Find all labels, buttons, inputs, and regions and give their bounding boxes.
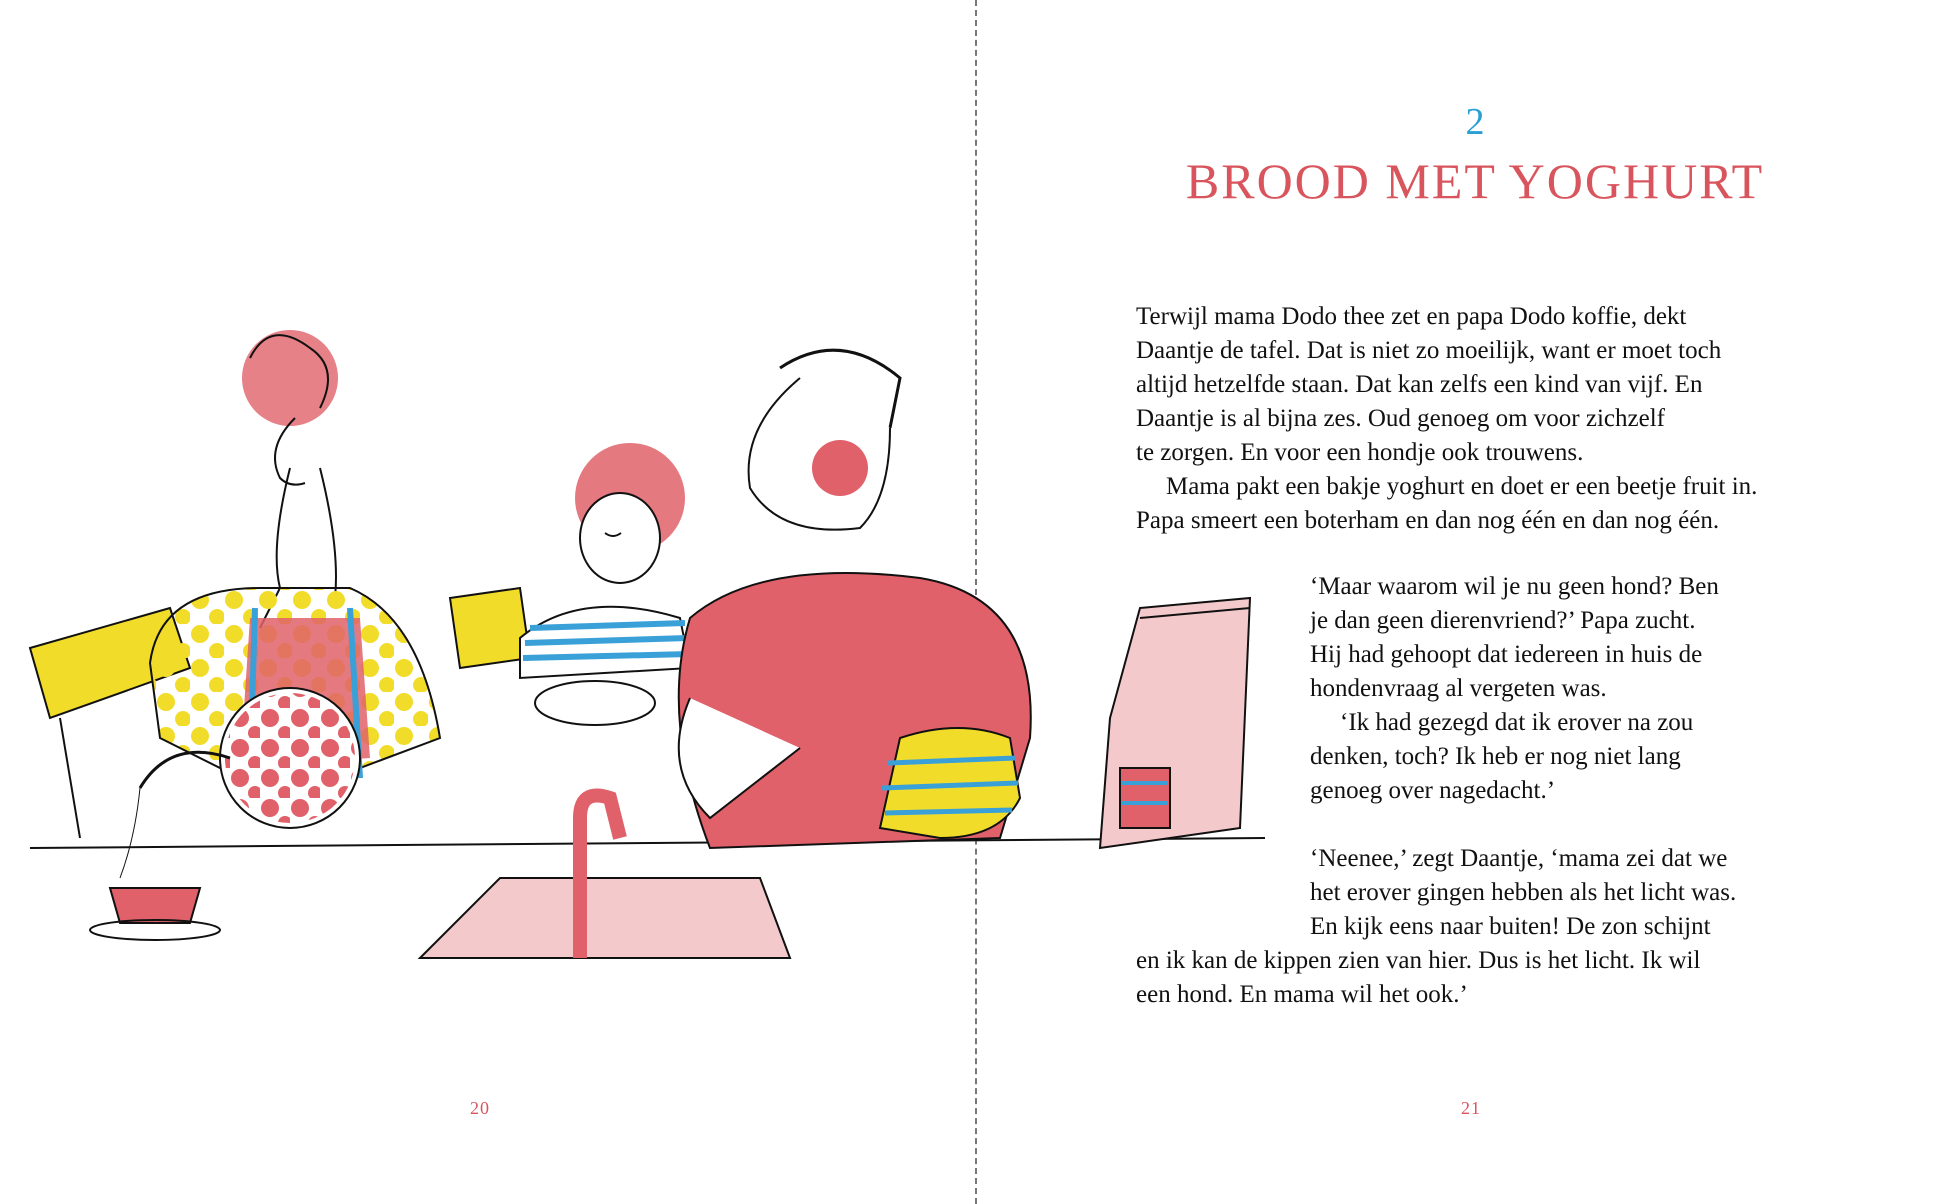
child-figure: [520, 443, 690, 725]
striped-jug: [880, 728, 1020, 838]
coffee-machine: [1100, 598, 1250, 848]
text-line: en ik kan de kippen zien van hier. Dus is het licht. Ik wil: [1136, 947, 1701, 974]
page-number-right: 21: [1461, 1098, 1481, 1118]
text-line: Daantje is al bijna zes. Oud genoeg om voor zichzelf: [1136, 405, 1665, 432]
text-line: ‘Neenee,’ zegt Daantje, ‘mama zei dat we: [1310, 845, 1728, 872]
text-line: Mama pakt een bakje yoghurt en doet er een beetje fruit in.: [1166, 473, 1758, 500]
teapot: [120, 688, 360, 878]
text-line: je dan geen dierenvriend?’ Papa zucht.: [1310, 607, 1696, 634]
text-line: Papa smeert een boterham en dan nog één en dan nog één.: [1136, 507, 1720, 534]
text-line: ‘Ik had gezegd dat ik erover na zou: [1340, 709, 1694, 736]
text-line: hondenvraag al vergeten was.: [1310, 675, 1607, 702]
text-line: genoeg over nagedacht.’: [1310, 777, 1556, 804]
breakfast-illustration: [20, 318, 1265, 1038]
page-number-left: 20: [470, 1098, 490, 1118]
text-line: ‘Maar waarom wil je nu geen hond? Ben: [1310, 573, 1719, 600]
teacup: [90, 888, 220, 940]
paragraph-3: [1310, 842, 1736, 944]
paragraph-4: [1136, 944, 1700, 1012]
text-line: En kijk eens naar buiten! De zon schijnt: [1310, 913, 1711, 940]
text-line: Hij had gehoopt dat iedereen in huis de: [1310, 641, 1703, 668]
paragraph-1: [1136, 300, 1757, 538]
text-line: een hond. En mama wil het ook.’: [1136, 981, 1468, 1008]
table-edge: [30, 838, 1265, 848]
text-line: het erover gingen hebben als het licht was.: [1310, 879, 1737, 906]
text-line: Terwijl mama Dodo thee zet en papa Dodo koffie, dekt: [1136, 303, 1687, 330]
chapter-title: BROOD MET YOGHURT: [1185, 153, 1765, 209]
text-line: denken, toch? Ik heb er nog niet lang: [1310, 743, 1681, 770]
text-line: Daantje de tafel. Dat is niet zo moeilijk, want er moet toch: [1136, 337, 1722, 364]
chair-middle: [450, 588, 530, 668]
text-line: te zorgen. En voor een hondje ook trouwens.: [1136, 439, 1584, 466]
chapter-number: 2: [1465, 101, 1485, 143]
paragraph-2: [1310, 570, 1719, 808]
text-line: altijd hetzelfde staan. Dat kan zelfs een kind van vijf. En: [1136, 371, 1703, 398]
